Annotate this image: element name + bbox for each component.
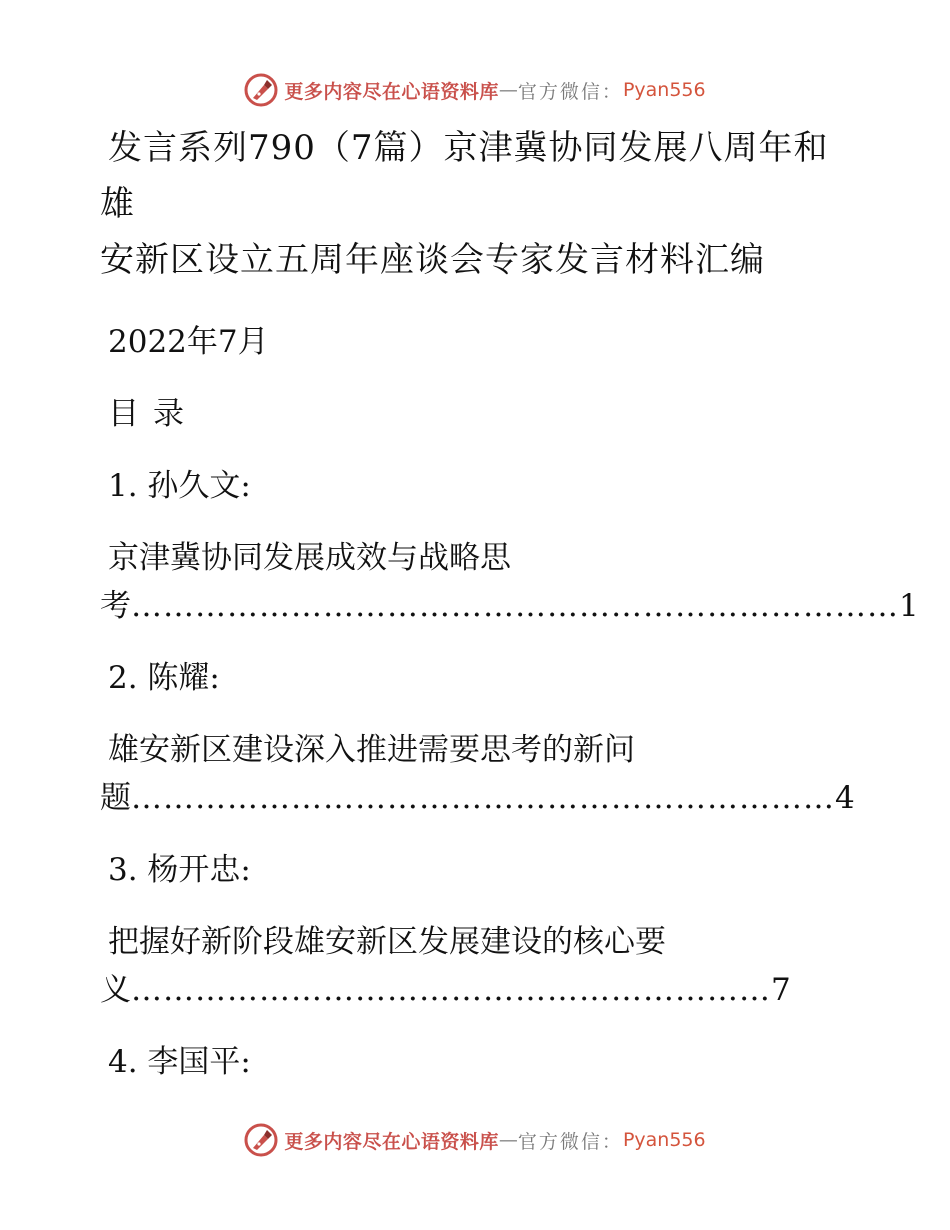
banner-text: 更多内容尽在心语资料库 <box>284 1130 499 1153</box>
toc-entry-author: 4. 李国平: <box>108 1044 251 1080</box>
footer-banner <box>0 1120 950 1160</box>
title-line-1: 发言系列790（7篇）京津冀协同发展八周年和雄 <box>100 128 829 224</box>
banner-label: 官方微信： <box>517 1130 623 1153</box>
toc-entry-last-char: 题 <box>100 780 131 816</box>
toc-entry-title: 京津冀协同发展成效与战略思 <box>108 540 511 576</box>
banner-dash: — <box>498 1129 518 1151</box>
wechat-id: Pyan556 <box>622 79 706 101</box>
banner-dash: — <box>498 79 518 101</box>
header-banner <box>0 70 950 110</box>
banner-label: 官方微信： <box>517 80 623 103</box>
banner-text: 更多内容尽在心语资料库 <box>284 80 499 103</box>
toc-heading: 目录 <box>108 396 198 432</box>
toc-entry-1[interactable] <box>100 462 919 630</box>
toc-entry-title: 把握好新阶段雄安新区发展建设的核心要 <box>108 924 666 960</box>
wechat-id: Pyan556 <box>622 1129 706 1151</box>
toc-entry-4[interactable] <box>100 1038 860 1086</box>
toc-entry-author: 2. 陈耀: <box>108 660 220 696</box>
toc-entry-author: 3. 杨开忠: <box>108 852 251 888</box>
toc-page-number: 1 <box>899 588 919 624</box>
toc-page-number: 4 <box>835 780 855 816</box>
title-line-2: 安新区设立五周年座谈会专家发言材料汇编 <box>100 240 765 280</box>
toc-leader-dots: …………………………………………………… <box>131 972 771 1008</box>
toc-entry-leader-line <box>100 774 860 822</box>
toc-page-number: 7 <box>771 972 791 1008</box>
toc-leader-dots: ……………………………………………………………… <box>131 588 899 624</box>
document-title <box>100 120 860 288</box>
toc-entry-last-char: 义 <box>100 972 131 1008</box>
toc-entry-2[interactable] <box>100 654 860 822</box>
toc-entry-last-char: 考 <box>100 588 131 624</box>
document-date: 2022年7月 <box>108 324 269 360</box>
toc-entry-leader-line <box>100 966 860 1014</box>
pen-nib-seal-icon <box>244 1123 278 1157</box>
pen-nib-seal-icon <box>244 73 278 107</box>
toc-entry-title: 雄安新区建设深入推进需要思考的新问 <box>108 732 635 768</box>
document-body <box>100 120 919 1086</box>
toc-entry-author: 1. 孙久文: <box>108 468 251 504</box>
toc-leader-dots: ………………………………………………………… <box>131 780 835 816</box>
toc-entry-3[interactable] <box>100 846 860 1014</box>
toc-entry-leader-line <box>100 582 919 630</box>
